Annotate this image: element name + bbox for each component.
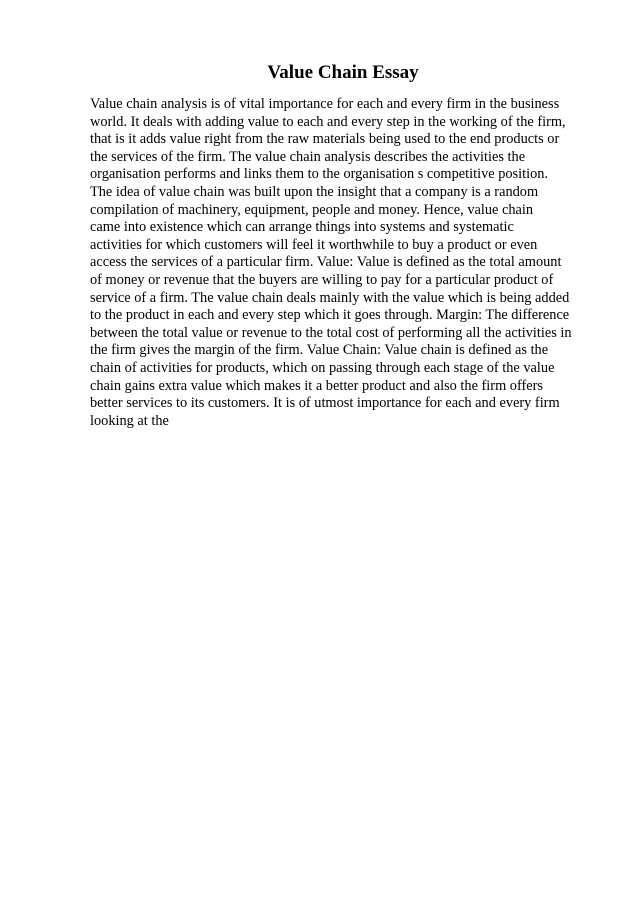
- text-line: came into existence which can arrange things into systems and systematic: [90, 219, 514, 236]
- text-line: world. It deals with adding value to each and every step in the working of the firm,: [90, 113, 566, 130]
- text-line: chain of activities for products, which on passing through each stage of the value: [90, 359, 555, 376]
- text-line: of money or revenue that the buyers are willing to pay for a particular product of: [90, 271, 554, 288]
- text-line: organisation performs and links them to the organisation s competitive position.: [90, 166, 549, 183]
- text-line: the firm gives the margin of the firm. Value Chain: Value chain is defined as the: [90, 342, 549, 359]
- text-line: activities for which customers will feel it worthwhile to buy a product or even: [90, 236, 538, 253]
- text-line: that is it adds value right from the raw materials being used to the end products or: [90, 131, 560, 148]
- text-line: compilation of machinery, equipment, people and money. Hence, value chain: [90, 201, 534, 218]
- text-line: service of a firm. The value chain deals mainly with the value which is being added: [90, 289, 570, 306]
- text-line: access the services of a particular firm. Value: Value is defined as the total amount: [90, 254, 562, 271]
- text-line: The idea of value chain was built upon the insight that a company is a random: [90, 183, 539, 200]
- text-line: Value chain analysis is of vital importance for each and every firm in the business: [90, 96, 560, 112]
- text-line: better services to its customers. It is of utmost importance for each and every firm: [90, 395, 560, 412]
- text-line: looking at the: [90, 412, 169, 429]
- text-line: to the product in each and every step which it goes through. Margin: The difference: [90, 307, 570, 324]
- essay-body: [90, 96, 590, 430]
- text-line: the services of the firm. The value chain analysis describes the activities the: [90, 148, 526, 165]
- document-title: Value Chain Essay: [267, 62, 419, 83]
- text-line: chain gains extra value which makes it a better product and also the firm offers: [90, 377, 543, 394]
- text-line: between the total value or revenue to the total cost of performing all the activities in: [90, 324, 572, 341]
